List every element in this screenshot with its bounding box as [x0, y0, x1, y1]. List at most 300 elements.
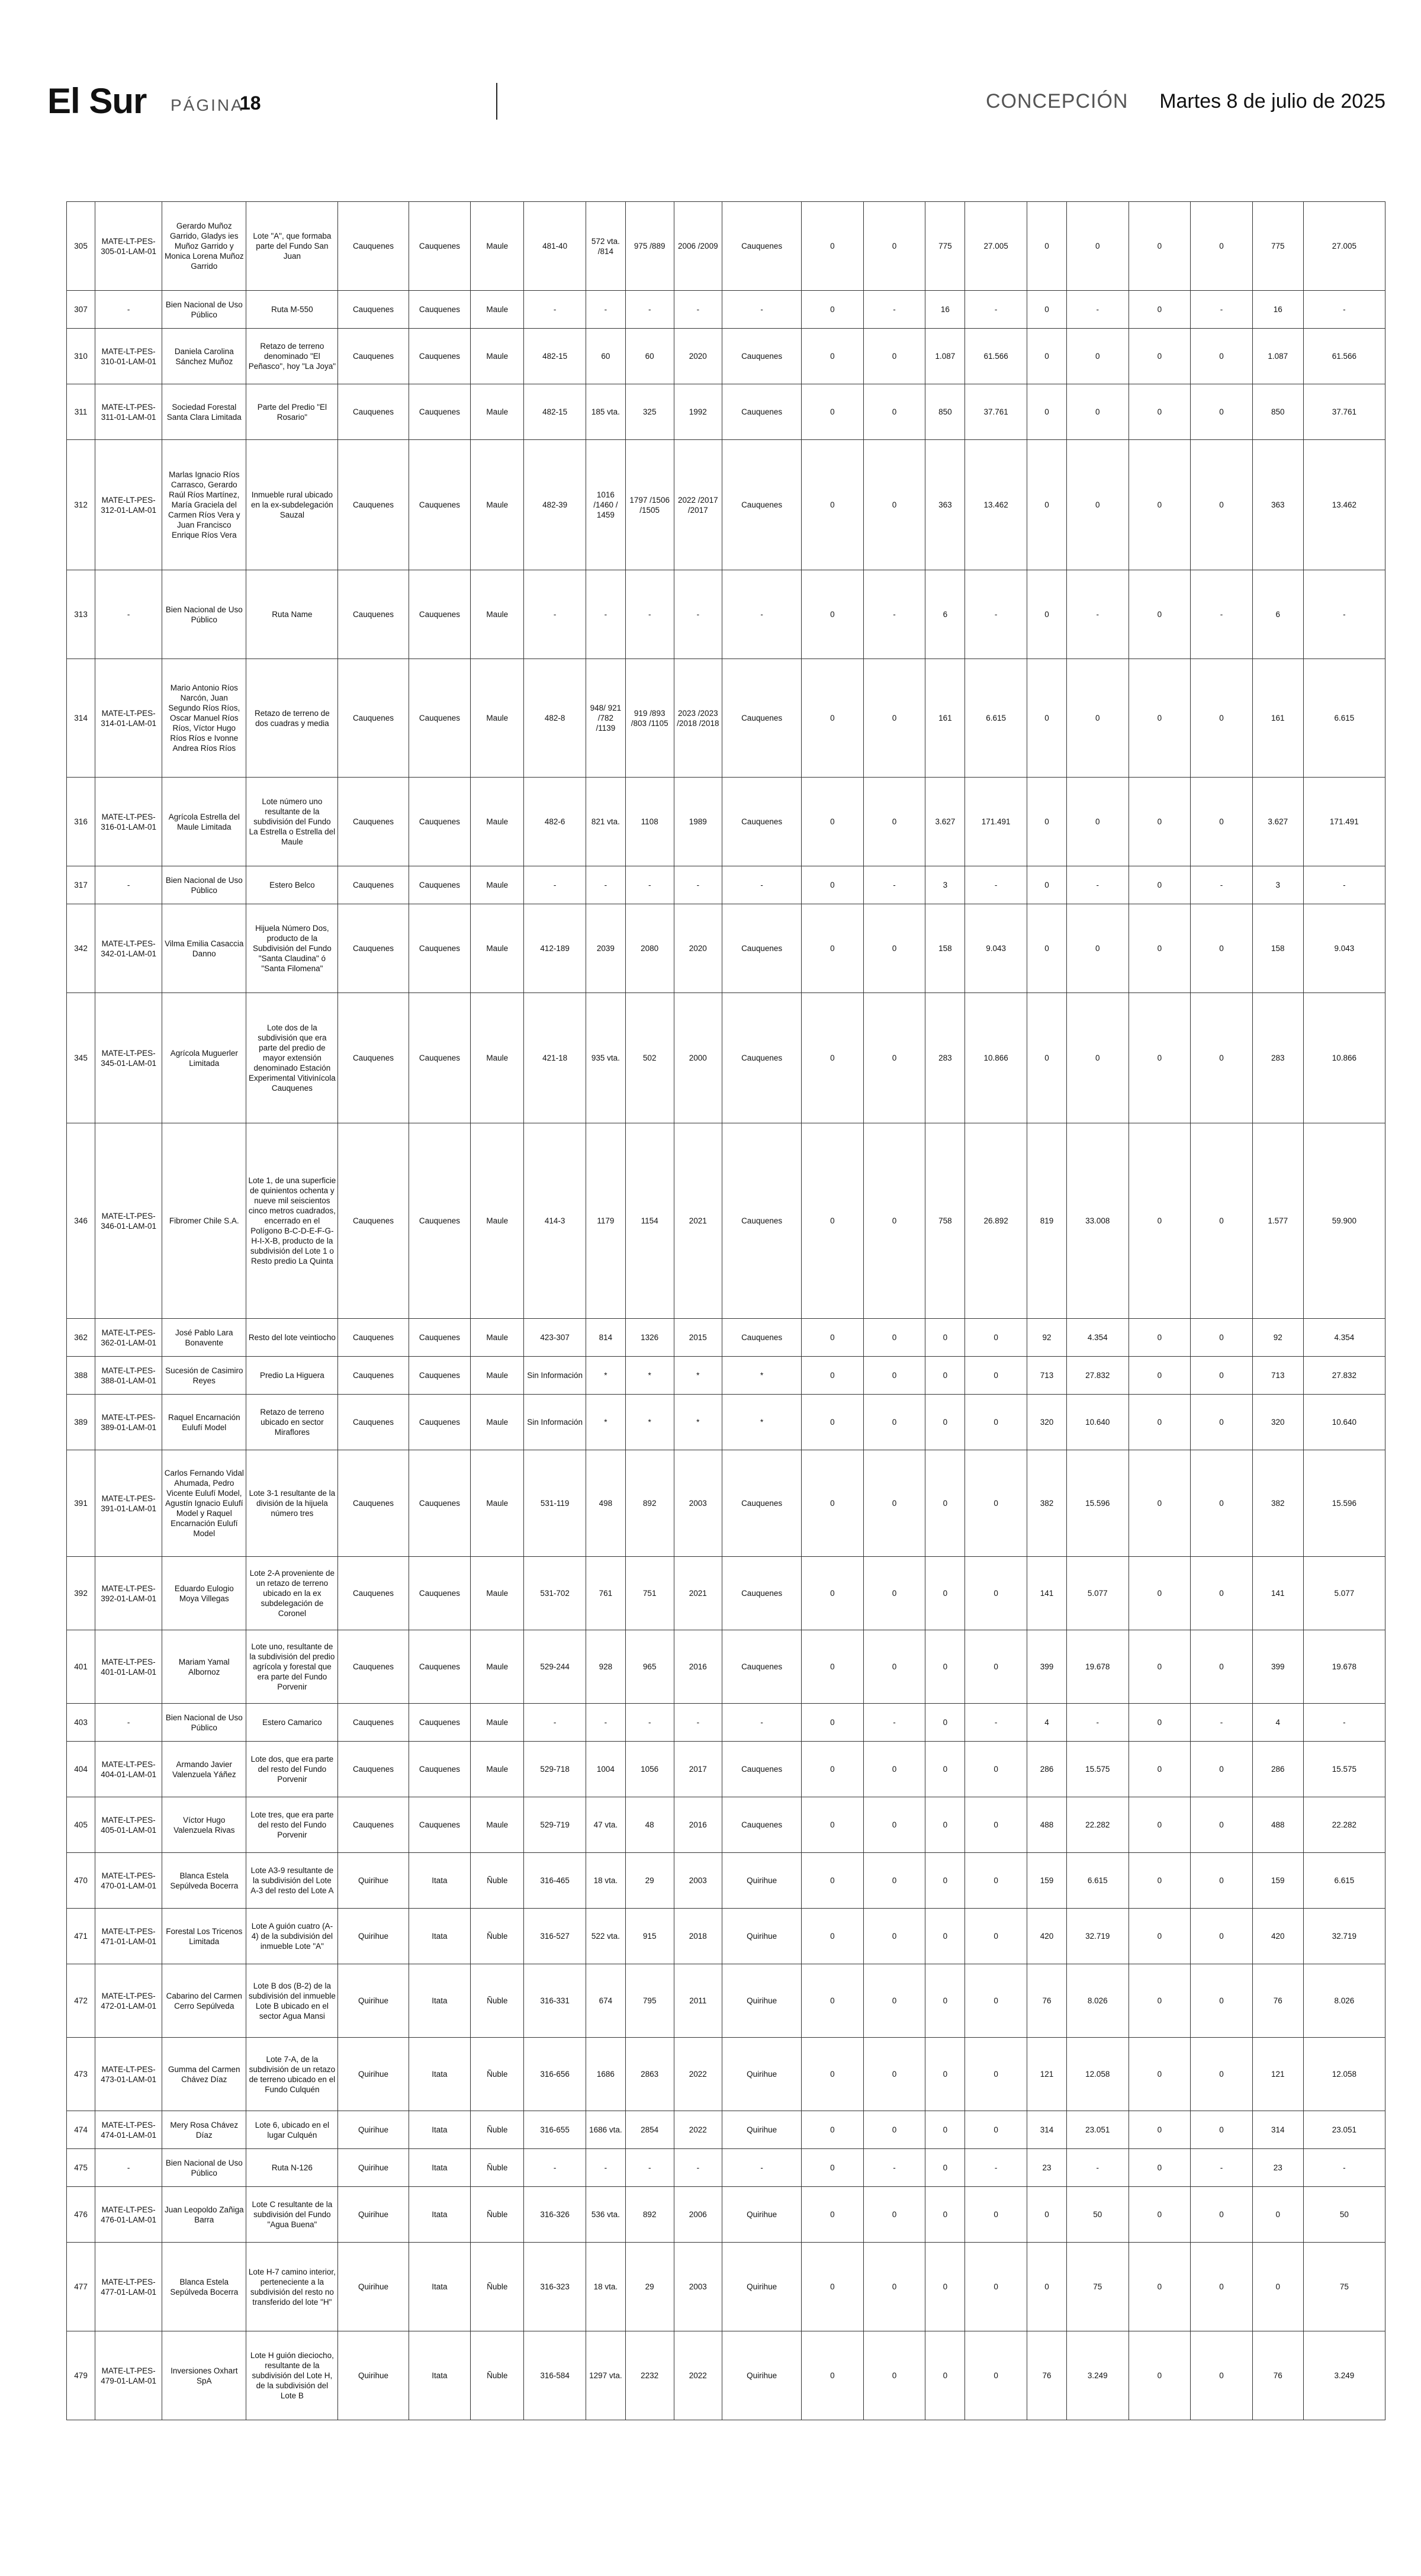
table-cell: 2863 [625, 2038, 674, 2111]
table-cell: 3.249 [1303, 2331, 1385, 2420]
table-cell: 0 [802, 866, 864, 904]
table-cell: 0 [1027, 291, 1066, 329]
table-cell: 8.026 [1066, 1964, 1129, 2038]
table-cell: 158 [1252, 904, 1303, 993]
table-cell: 50 [1303, 2187, 1385, 2243]
table-cell: Cauquenes [409, 1704, 471, 1742]
table-cell: 0 [802, 1909, 864, 1964]
table-cell: 0 [863, 202, 925, 291]
table-cell: 482-15 [524, 384, 586, 440]
table-cell: Cauquenes [409, 778, 471, 866]
table-cell: 0 [863, 440, 925, 570]
table-cell: 0 [925, 2038, 965, 2111]
table-cell: 283 [925, 993, 965, 1123]
table-cell: - [1303, 2149, 1385, 2187]
table-cell: 919 /893 /803 /1105 [625, 659, 674, 778]
table-cell: Maule [471, 1319, 524, 1357]
table-cell: 0 [925, 2243, 965, 2331]
table-cell: 0 [863, 778, 925, 866]
table-cell: 399 [1027, 1630, 1066, 1704]
table-cell: Itata [409, 2038, 471, 2111]
table-cell: - [965, 291, 1027, 329]
table-cell: 4.354 [1066, 1319, 1129, 1357]
table-cell: Estero Belco [246, 866, 338, 904]
table-cell: 713 [1252, 1357, 1303, 1395]
table-cell: 0 [863, 1964, 925, 2038]
table-cell: 314 [1027, 2111, 1066, 2149]
table-cell: Juan Leopoldo Zañiga Barra [162, 2187, 246, 2243]
table-cell: * [674, 1357, 722, 1395]
table-cell: Cauquenes [722, 1742, 802, 1797]
table-cell: 482-15 [524, 329, 586, 384]
table-cell: 474 [67, 2111, 95, 2149]
table-cell: 0 [802, 1742, 864, 1797]
table-cell: 0 [1129, 2331, 1191, 2420]
table-cell: 0 [802, 1630, 864, 1704]
table-cell: Ruta M-550 [246, 291, 338, 329]
table-cell: 0 [925, 1797, 965, 1853]
table-cell: 0 [1027, 570, 1066, 659]
table-cell: 316-465 [524, 1853, 586, 1909]
table-cell: Retazo de terreno ubicado en sector Miraflores [246, 1395, 338, 1450]
table-cell: 892 [625, 2187, 674, 2243]
table-cell: 0 [1129, 1964, 1191, 2038]
table-cell: 0 [925, 1853, 965, 1909]
table-cell: Víctor Hugo Valenzuela Rivas [162, 1797, 246, 1853]
table-cell: 0 [1027, 329, 1066, 384]
table-cell: * [722, 1395, 802, 1450]
table-cell: 2022 [674, 2038, 722, 2111]
table-cell: 0 [1027, 659, 1066, 778]
table-cell: 404 [67, 1742, 95, 1797]
table-cell: 758 [925, 1123, 965, 1319]
table-cell: Quirihue [722, 2111, 802, 2149]
table-cell: 975 /889 [625, 202, 674, 291]
table-cell: 0 [965, 1395, 1027, 1450]
table-cell: 363 [925, 440, 965, 570]
table-cell: * [722, 1357, 802, 1395]
table-cell: 482-6 [524, 778, 586, 866]
table-cell: Cauquenes [409, 1357, 471, 1395]
table-cell: 314 [1252, 2111, 1303, 2149]
table-cell: 4 [1027, 1704, 1066, 1742]
table-cell: 2015 [674, 1319, 722, 1357]
table-cell: Gumma del Carmen Chávez Díaz [162, 2038, 246, 2111]
table-cell: - [95, 2149, 162, 2187]
table-cell: 92 [1252, 1319, 1303, 1357]
table-cell: Maule [471, 440, 524, 570]
table-cell: 76 [1027, 2331, 1066, 2420]
table-cell: 795 [625, 1964, 674, 2038]
table-cell: Lote B dos (B-2) de la subdivisión del inmueble Lote B ubicado en el sector Agua Mansi [246, 1964, 338, 2038]
table-cell: 3.627 [1252, 778, 1303, 866]
table-cell: 0 [802, 2331, 864, 2420]
table-cell: Cauquenes [409, 1395, 471, 1450]
table-cell: Lote 1, de una superficie de quinientos ochenta y nueve mil seiscientos cinco metros cuadrados, encerrado en el Polígono B-C-D-E-F-G-H-I-X-B, producto de la subdivisión del Lote 1 o Resto predio La Quinta [246, 1123, 338, 1319]
table-cell: Maule [471, 659, 524, 778]
table-cell: 158 [925, 904, 965, 993]
table-cell: 0 [925, 1742, 965, 1797]
table-cell: * [586, 1357, 625, 1395]
table-cell: 948/ 921 /782 /1139 [586, 659, 625, 778]
table-cell: 18 vta. [586, 1853, 625, 1909]
table-cell: 1179 [586, 1123, 625, 1319]
table-cell: Vilma Emilia Casaccia Danno [162, 904, 246, 993]
table-cell: 363 [1252, 440, 1303, 570]
table-row [67, 866, 1385, 904]
table-cell: 0 [1191, 2038, 1253, 2111]
table-cell: 0 [1027, 778, 1066, 866]
table-cell: 2000 [674, 993, 722, 1123]
table-cell: 1108 [625, 778, 674, 866]
table-cell: 10.866 [965, 993, 1027, 1123]
table-cell: Cauquenes [409, 440, 471, 570]
table-cell: 713 [1027, 1357, 1066, 1395]
table-cell: 0 [925, 1704, 965, 1742]
table-cell: MATE-LT-PES-316-01-LAM-01 [95, 778, 162, 866]
table-cell: 316-331 [524, 1964, 586, 2038]
table-cell: 4 [1252, 1704, 1303, 1742]
table-cell: 161 [1252, 659, 1303, 778]
table-cell: 0 [1129, 440, 1191, 570]
table-cell: - [586, 2149, 625, 2187]
table-row [67, 570, 1385, 659]
table-cell: 0 [1129, 1797, 1191, 1853]
table-cell: Forestal Los Tricenos Limitada [162, 1909, 246, 1964]
table-cell: 0 [1129, 1742, 1191, 1797]
table-cell: Sucesión de Casimiro Reyes [162, 1357, 246, 1395]
table-cell: Quirihue [722, 2187, 802, 2243]
table-cell: - [965, 570, 1027, 659]
table-cell: - [95, 570, 162, 659]
table-cell: - [1066, 1704, 1129, 1742]
table-cell: - [722, 1704, 802, 1742]
table-row [67, 202, 1385, 291]
table-cell: - [625, 2149, 674, 2187]
table-cell: 9.043 [965, 904, 1027, 993]
table-cell: 0 [1129, 291, 1191, 329]
expropriation-table [66, 201, 1385, 2420]
table-cell: Maule [471, 291, 524, 329]
table-cell: Carlos Fernando Vidal Ahumada, Pedro Vicente Eulufí Model, Agustín Ignacio Eulufí Model y Raquel Encarnación Eulufí Model [162, 1450, 246, 1557]
table-cell: - [524, 291, 586, 329]
table-cell: 498 [586, 1450, 625, 1557]
table-cell: - [722, 291, 802, 329]
table-cell: 0 [1191, 202, 1253, 291]
table-row [67, 1797, 1385, 1853]
table-cell: 399 [1252, 1630, 1303, 1704]
table-cell: Maule [471, 993, 524, 1123]
table-cell: 0 [1129, 1909, 1191, 1964]
table-cell: 305 [67, 202, 95, 291]
table-cell: 0 [965, 2038, 1027, 2111]
table-cell: Cauquenes [338, 202, 409, 291]
table-cell: 0 [1066, 659, 1129, 778]
table-cell: 850 [1252, 384, 1303, 440]
table-cell: 2006 /2009 [674, 202, 722, 291]
table-cell: 0 [863, 993, 925, 1123]
table-cell: 5.077 [1303, 1557, 1385, 1630]
table-cell: - [1066, 866, 1129, 904]
table-cell: 2021 [674, 1123, 722, 1319]
table-cell: - [524, 570, 586, 659]
table-cell: 0 [802, 1123, 864, 1319]
table-cell: - [586, 570, 625, 659]
table-cell: Maule [471, 570, 524, 659]
table-cell: Lote 2-A proveniente de un retazo de terreno ubicado en la ex subdelegación de Coronel [246, 1557, 338, 1630]
table-cell: 0 [1191, 329, 1253, 384]
table-cell: Resto del lote veintiocho [246, 1319, 338, 1357]
table-cell: 0 [1027, 384, 1066, 440]
table-cell: 47 vta. [586, 1797, 625, 1853]
table-cell: 37.761 [1303, 384, 1385, 440]
table-cell: 2080 [625, 904, 674, 993]
table-cell: 2023 /2023 /2018 /2018 [674, 659, 722, 778]
table-cell: Marlas Ignacio Ríos Carrasco, Gerardo Raúl Ríos Martínez, María Graciela del Carmen Ríos Vera y Juan Francisco Enrique Ríos Vera [162, 440, 246, 570]
table-cell: 0 [863, 329, 925, 384]
table-cell: 0 [802, 1964, 864, 2038]
table-row [67, 2331, 1385, 2420]
table-cell: 2020 [674, 329, 722, 384]
table-cell: 32.719 [1066, 1909, 1129, 1964]
table-cell: 311 [67, 384, 95, 440]
table-cell: 481-40 [524, 202, 586, 291]
table-cell: 0 [863, 1742, 925, 1797]
table-cell: 401 [67, 1630, 95, 1704]
table-cell: 29 [625, 2243, 674, 2331]
table-cell: 0 [1191, 659, 1253, 778]
table-cell: Cauquenes [722, 384, 802, 440]
table-cell: Lote A guión cuatro (A-4) de la subdivisión del inmueble Lote "A" [246, 1909, 338, 1964]
table-cell: * [586, 1395, 625, 1450]
table-cell: Cauquenes [409, 1123, 471, 1319]
table-cell: 0 [1129, 2243, 1191, 2331]
table-cell: 0 [802, 2149, 864, 2187]
table-cell: 0 [1191, 1742, 1253, 1797]
table-cell: MATE-LT-PES-405-01-LAM-01 [95, 1797, 162, 1853]
table-cell: Cauquenes [338, 1450, 409, 1557]
table-cell: 0 [1129, 1450, 1191, 1557]
table-cell: 0 [863, 2187, 925, 2243]
table-cell: Cauquenes [338, 1557, 409, 1630]
table-cell: MATE-LT-PES-342-01-LAM-01 [95, 904, 162, 993]
table-cell: Quirihue [338, 2149, 409, 2187]
table-cell: Cauquenes [409, 291, 471, 329]
table-cell: 529-719 [524, 1797, 586, 1853]
table-cell: Cauquenes [409, 1319, 471, 1357]
table-cell: 502 [625, 993, 674, 1123]
table-cell: 10.640 [1066, 1395, 1129, 1450]
table-cell: MATE-LT-PES-388-01-LAM-01 [95, 1357, 162, 1395]
table-cell: 161 [925, 659, 965, 778]
table-cell: - [95, 291, 162, 329]
table-cell: 37.761 [965, 384, 1027, 440]
table-cell: Cauquenes [338, 1704, 409, 1742]
table-cell: 965 [625, 1630, 674, 1704]
table-cell: 1686 vta. [586, 2111, 625, 2149]
table-cell: 0 [863, 1319, 925, 1357]
table-cell: 0 [1191, 440, 1253, 570]
table-cell: MATE-LT-PES-392-01-LAM-01 [95, 1557, 162, 1630]
table-cell: Maule [471, 1797, 524, 1853]
table-cell: 6.615 [965, 659, 1027, 778]
table-cell: MATE-LT-PES-305-01-LAM-01 [95, 202, 162, 291]
table-cell: MATE-LT-PES-346-01-LAM-01 [95, 1123, 162, 1319]
table-cell: 316-655 [524, 2111, 586, 2149]
table-cell: 0 [802, 1797, 864, 1853]
table-cell: 391 [67, 1450, 95, 1557]
table-cell: 0 [925, 2111, 965, 2149]
table-cell: 0 [863, 2331, 925, 2420]
table-cell: 0 [1191, 1853, 1253, 1909]
table-cell: - [1191, 291, 1253, 329]
table-cell: MATE-LT-PES-471-01-LAM-01 [95, 1909, 162, 1964]
table-cell: 316-656 [524, 2038, 586, 2111]
table-cell: MATE-LT-PES-404-01-LAM-01 [95, 1742, 162, 1797]
table-cell: Fibromer Chile S.A. [162, 1123, 246, 1319]
table-cell: 0 [965, 2111, 1027, 2149]
table-cell: 141 [1252, 1557, 1303, 1630]
table-cell: 0 [1027, 904, 1066, 993]
table-cell: 50 [1066, 2187, 1129, 2243]
table-cell: 473 [67, 2038, 95, 2111]
table-cell: Estero Camarico [246, 1704, 338, 1742]
table-row [67, 384, 1385, 440]
table-cell: 0 [1191, 993, 1253, 1123]
table-cell: 316-323 [524, 2243, 586, 2331]
table-cell: Cauquenes [722, 1557, 802, 1630]
table-cell: 488 [1252, 1797, 1303, 1853]
table-cell: Quirihue [722, 1909, 802, 1964]
table-cell: Cauquenes [338, 329, 409, 384]
table-cell: - [586, 291, 625, 329]
table-cell: Cauquenes [338, 1123, 409, 1319]
table-cell: Cauquenes [409, 1557, 471, 1630]
table-cell: 317 [67, 866, 95, 904]
table-cell: Maule [471, 202, 524, 291]
table-cell: Retazo de terreno de dos cuadras y media [246, 659, 338, 778]
table-cell: Itata [409, 2111, 471, 2149]
table-cell: 0 [965, 1319, 1027, 1357]
table-cell: 389 [67, 1395, 95, 1450]
table-cell: 0 [863, 904, 925, 993]
table-cell: Cauquenes [338, 1630, 409, 1704]
table-cell: 23.051 [1303, 2111, 1385, 2149]
table-cell: 0 [1066, 440, 1129, 570]
table-cell: 751 [625, 1557, 674, 1630]
data-table [66, 201, 1385, 2420]
table-cell: 15.596 [1066, 1450, 1129, 1557]
table-cell: Maule [471, 904, 524, 993]
table-cell: 0 [965, 2331, 1027, 2420]
table-cell: 531-702 [524, 1557, 586, 1630]
table-cell: 0 [1066, 904, 1129, 993]
table-cell: 0 [1191, 2187, 1253, 2243]
table-cell: 3 [925, 866, 965, 904]
table-cell: Quirihue [338, 2187, 409, 2243]
table-cell: 420 [1252, 1909, 1303, 1964]
table-cell: 2003 [674, 2243, 722, 2331]
table-cell: Cauquenes [338, 1797, 409, 1853]
table-cell: Lote A3-9 resultante de la subdivisión del Lote A-3 del resto del Lote A [246, 1853, 338, 1909]
table-cell: 0 [1027, 2243, 1066, 2331]
table-cell: 0 [965, 1742, 1027, 1797]
table-cell: 0 [1129, 1395, 1191, 1450]
table-cell: Cauquenes [338, 440, 409, 570]
page-number: 18 [240, 92, 261, 114]
table-cell: 0 [1066, 993, 1129, 1123]
table-cell: 0 [863, 1123, 925, 1319]
table-cell: 26.892 [965, 1123, 1027, 1319]
table-cell: 0 [1191, 1395, 1253, 1450]
table-cell: 0 [925, 2331, 965, 2420]
table-cell: 6.615 [1066, 1853, 1129, 1909]
table-cell: Blanca Estela Sepúlveda Bocerra [162, 2243, 246, 2331]
table-cell: Cauquenes [338, 993, 409, 1123]
table-cell: 1992 [674, 384, 722, 440]
table-cell: 0 [1129, 202, 1191, 291]
table-cell: 2854 [625, 2111, 674, 2149]
table-cell: - [1303, 866, 1385, 904]
table-cell: MATE-LT-PES-362-01-LAM-01 [95, 1319, 162, 1357]
table-row [67, 1557, 1385, 1630]
table-cell: 6 [1252, 570, 1303, 659]
table-cell: - [863, 570, 925, 659]
table-cell: 0 [925, 1557, 965, 1630]
table-cell: 0 [1191, 1357, 1253, 1395]
table-cell: Maule [471, 1395, 524, 1450]
table-cell: 0 [1129, 570, 1191, 659]
table-cell: 60 [586, 329, 625, 384]
table-cell: Ñuble [471, 1964, 524, 2038]
table-row [67, 1853, 1385, 1909]
table-cell: Cauquenes [722, 659, 802, 778]
table-cell: 9.043 [1303, 904, 1385, 993]
table-cell: 286 [1027, 1742, 1066, 1797]
table-cell: 0 [1129, 1557, 1191, 1630]
table-row [67, 904, 1385, 993]
table-cell: 6.615 [1303, 1853, 1385, 1909]
table-cell: 3 [1252, 866, 1303, 904]
table-cell: 0 [925, 1395, 965, 1450]
table-row [67, 2187, 1385, 2243]
table-cell: Lote 6, ubicado en el lugar Culquén [246, 2111, 338, 2149]
table-cell: Mariam Yamal Albornoz [162, 1630, 246, 1704]
table-cell: José Pablo Lara Bonavente [162, 1319, 246, 1357]
table-cell: 412-189 [524, 904, 586, 993]
table-cell: Bien Nacional de Uso Público [162, 570, 246, 659]
table-cell: 171.491 [965, 778, 1027, 866]
table-cell: Cauquenes [409, 1630, 471, 1704]
table-cell: 12.058 [1066, 2038, 1129, 2111]
table-cell: 0 [1129, 384, 1191, 440]
table-cell: - [1303, 570, 1385, 659]
table-row [67, 1964, 1385, 2038]
table-cell: Cauquenes [338, 1357, 409, 1395]
table-cell: Parte del Predio "El Rosario" [246, 384, 338, 440]
table-cell: 29 [625, 1853, 674, 1909]
table-cell: 75 [1303, 2243, 1385, 2331]
table-cell: 27.005 [1303, 202, 1385, 291]
table-cell: 1154 [625, 1123, 674, 1319]
table-cell: 0 [863, 1630, 925, 1704]
table-cell: Retazo de terreno denominado "El Peñasco", hoy "La Joya" [246, 329, 338, 384]
table-cell: 1.577 [1252, 1123, 1303, 1319]
table-cell: 2017 [674, 1742, 722, 1797]
table-cell: 0 [802, 570, 864, 659]
table-cell: 0 [1129, 2111, 1191, 2149]
table-cell: 316-527 [524, 1909, 586, 1964]
